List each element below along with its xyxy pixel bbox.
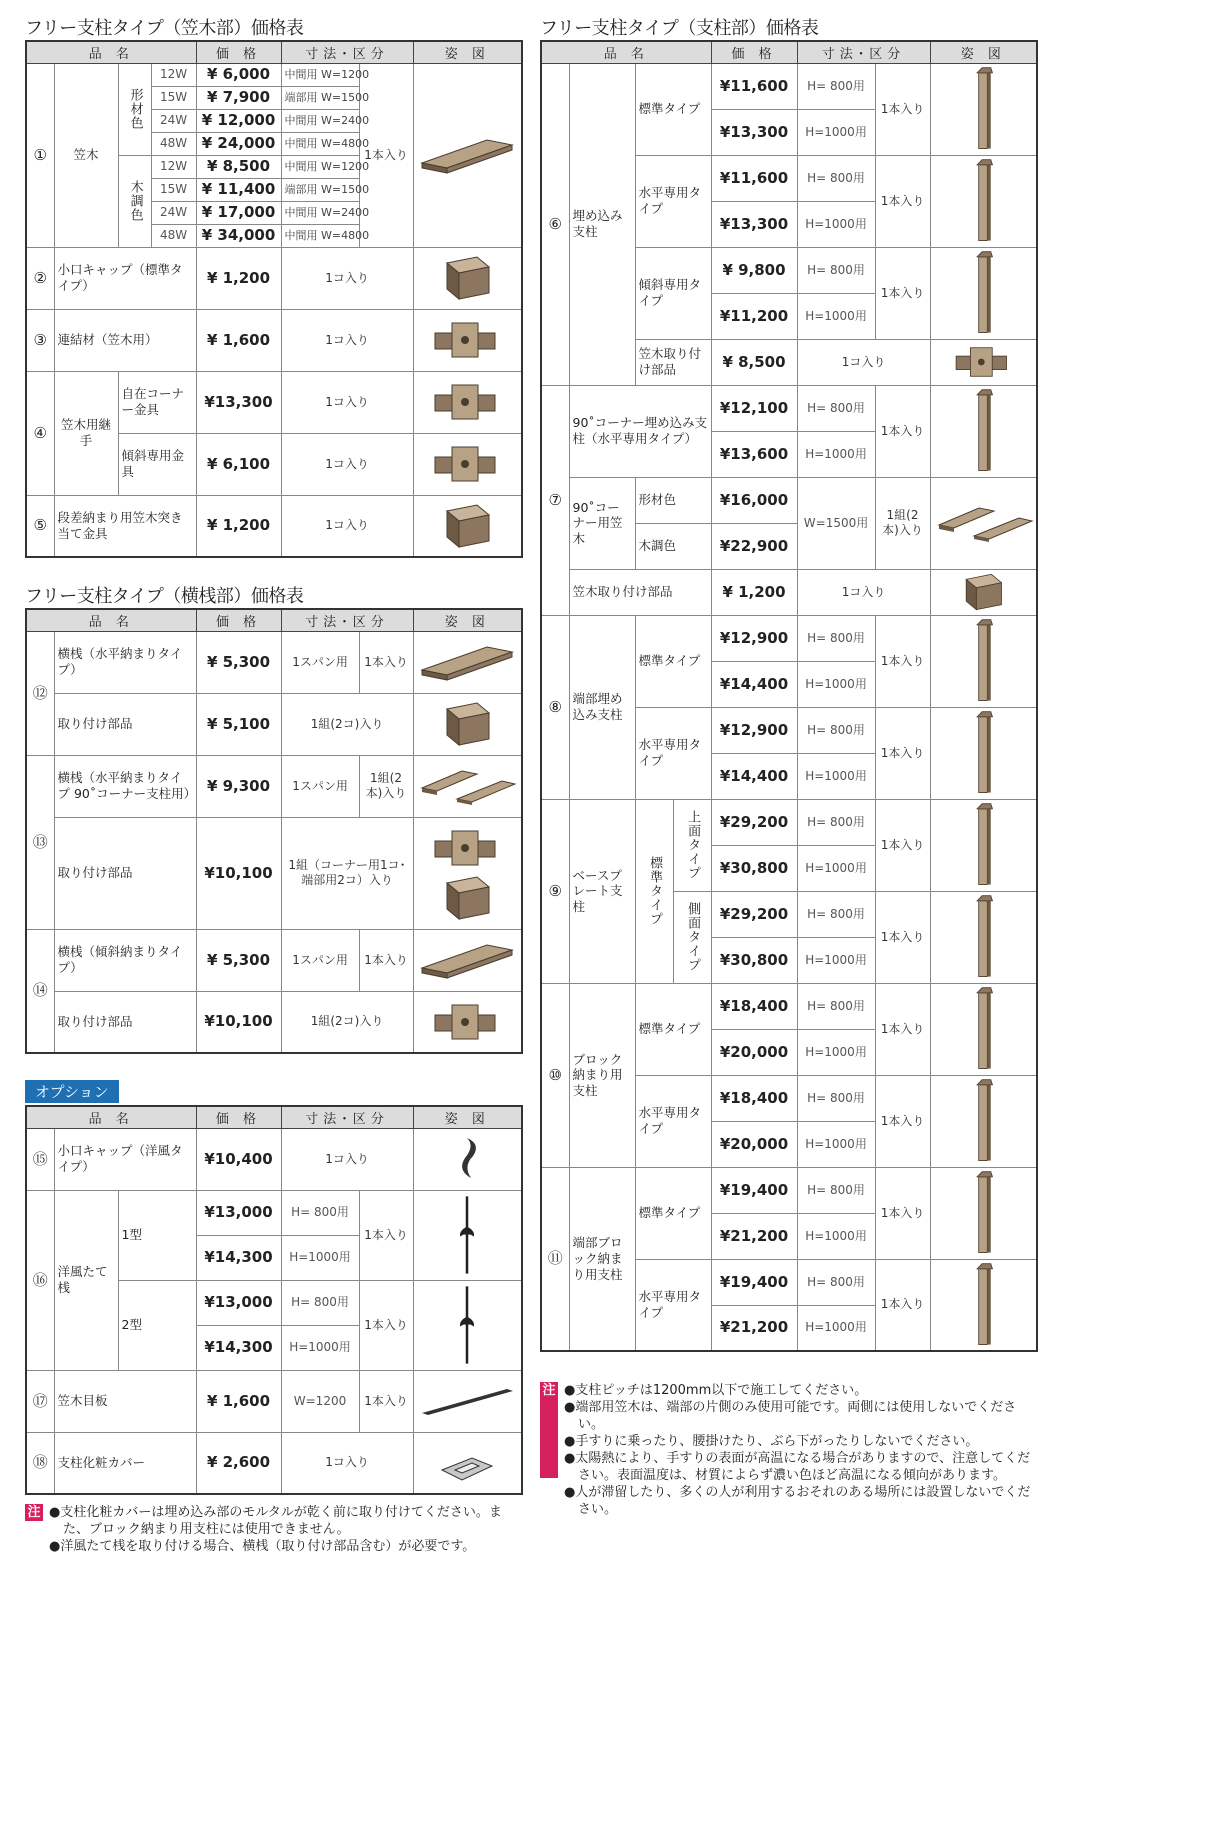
quantity: 1コ入り [281, 371, 413, 433]
corner-parts-figure [413, 817, 522, 929]
price: ¥13,600 [711, 431, 797, 477]
price: ¥ 5,300 [196, 929, 281, 991]
width-code: 24W [151, 201, 196, 224]
item-number: ① [26, 63, 54, 247]
header-fig: 姿 図 [413, 609, 522, 631]
incline-fitting-figure [413, 433, 522, 495]
quantity: 1本入り [359, 929, 413, 991]
item-name: 端部埋め込み支柱 [569, 615, 635, 799]
width-code: 15W [151, 178, 196, 201]
sub-type: 水平専用タイプ [635, 155, 711, 247]
item-number: ⑭ [26, 929, 54, 1053]
dimension: 1スパン用 [281, 755, 359, 817]
price: ¥ 1,200 [196, 247, 281, 309]
item-number: ⑬ [26, 755, 54, 929]
dimension: H= 800用 [797, 615, 875, 661]
yokosan-figure [413, 631, 522, 693]
connector-figure [413, 309, 522, 371]
price: ¥21,200 [711, 1305, 797, 1351]
dimension: 端部用 W=1500 [281, 86, 359, 109]
dimension: H= 800用 [797, 155, 875, 201]
quantity: 1組(2本)入り [359, 755, 413, 817]
sub-type: 傾斜専用タイプ [635, 247, 711, 339]
item-name: 端部ブロック納まり用支柱 [569, 1167, 635, 1351]
header-dim: 寸法･区分 [281, 609, 413, 631]
note-item: ● 手すりに乗ったり、腰掛けたり、ぶら下がったりしないでください。 [564, 1433, 1040, 1450]
price: ¥ 1,600 [196, 1370, 281, 1432]
table-shichu [540, 40, 1038, 1352]
quantity: 1コ入り [281, 1432, 413, 1494]
item-name: 笠木 [54, 63, 118, 247]
price: ¥11,200 [711, 293, 797, 339]
dimension: 中間用 W=2400 [281, 201, 359, 224]
corner-fitting-figure [413, 371, 522, 433]
price: ¥ 5,300 [196, 631, 281, 693]
dimension: H=1000用 [797, 1305, 875, 1351]
quantity: 1組(2コ)入り [281, 991, 413, 1053]
price: ¥13,300 [196, 371, 281, 433]
type-label: 1型 [118, 1190, 196, 1280]
note-item: ● 洋風たて桟を取り付ける場合、横桟（取り付け部品含む）が必要です。 [49, 1538, 525, 1555]
quantity: 1本入り [875, 1259, 930, 1351]
header-dim: 寸法･区分 [281, 1106, 413, 1128]
price: ¥30,800 [711, 937, 797, 983]
price: ¥ 34,000 [196, 224, 281, 247]
item-number: ⑰ [26, 1370, 54, 1432]
item-number: ⑩ [541, 983, 569, 1167]
color-group: 形材色 [118, 63, 151, 155]
quantity: 1本入り [875, 983, 930, 1075]
item-name: 横桟（水平納まりタイプ） [54, 631, 196, 693]
notes-left [25, 1504, 525, 1555]
price: ¥21,200 [711, 1213, 797, 1259]
end-post-figure [930, 707, 1037, 799]
post-figure [930, 155, 1037, 247]
quantity: 1本入り [875, 247, 930, 339]
item-name: ブロック納まり用支柱 [569, 983, 635, 1167]
incline-rail-figure [413, 929, 522, 991]
width-code: 12W [151, 155, 196, 178]
dimension: H= 800用 [797, 891, 875, 937]
color-label: 木調色 [635, 523, 711, 569]
sub-name: 傾斜専用金具 [118, 433, 196, 495]
quantity: 1コ入り [281, 309, 413, 371]
price: ¥29,200 [711, 799, 797, 845]
width-code: 48W [151, 224, 196, 247]
dimension: H= 800用 [797, 1075, 875, 1121]
corner-rail-figure [413, 755, 522, 817]
quantity: 1コ入り [797, 569, 930, 615]
table-yokosan [25, 608, 523, 1054]
dimension: H= 800用 [797, 707, 875, 753]
item-number: ⑯ [26, 1190, 54, 1370]
sub-name: 取り付け部品 [54, 817, 196, 929]
dimension: 1スパン用 [281, 631, 359, 693]
cap-figure [413, 247, 522, 309]
note-item: ● 端部用笠木は、端部の片側のみ使用可能です。両側には使用しないでください。 [564, 1399, 1040, 1433]
sub-type: 標準タイプ [635, 1167, 711, 1259]
price: ¥30,800 [711, 845, 797, 891]
header-price: 価 格 [196, 609, 281, 631]
item-number: ② [26, 247, 54, 309]
dimension: H= 800用 [797, 247, 875, 293]
dimension: H= 800用 [797, 799, 875, 845]
dimension: 中間用 W=2400 [281, 109, 359, 132]
price: ¥16,000 [711, 477, 797, 523]
quantity: 1本入り [875, 707, 930, 799]
note-item: ● 支柱化粧カバーは埋め込み部のモルタルが乾く前に取り付けてください。また、ブロック納まり用支柱には使用できません。 [49, 1504, 525, 1538]
quantity: 1本入り [359, 1370, 413, 1432]
note-item: ● 太陽熱により、手すりの表面が高温になる場合がありますので、注意してください。表面温度は、材質によらず濃い色ほど高温になる傾向があります。 [564, 1450, 1040, 1484]
price: ¥ 8,500 [196, 155, 281, 178]
dimension: W=1500用 [797, 477, 875, 569]
quantity: 1本入り [875, 1075, 930, 1167]
sub-name: 笠木取り付け部品 [569, 569, 711, 615]
dimension: 中間用 W=1200 [281, 155, 359, 178]
quantity: 1本入り [875, 891, 930, 983]
price: ¥19,400 [711, 1259, 797, 1305]
notes-tag: 注 [25, 1504, 43, 1521]
cover-figure [413, 1432, 522, 1494]
quantity: 1本入り [359, 1190, 413, 1280]
price: ¥22,900 [711, 523, 797, 569]
price: ¥13,000 [196, 1280, 281, 1325]
corner-rail-figure [930, 477, 1037, 569]
dimension: H=1000用 [797, 937, 875, 983]
dimension: H=1000用 [797, 109, 875, 155]
item-number: ⑦ [541, 385, 569, 615]
dimension: H= 800用 [281, 1280, 359, 1325]
end-block-post-figure [930, 1167, 1037, 1259]
quantity: 1本入り [875, 155, 930, 247]
dimension: H=1000用 [797, 293, 875, 339]
quantity: 1コ入り [281, 433, 413, 495]
end-post-figure [930, 615, 1037, 707]
item-name: 段差納まり用笠木突き当て金具 [54, 495, 196, 557]
price: ¥ 6,100 [196, 433, 281, 495]
header-name: 品 名 [26, 1106, 196, 1128]
price: ¥ 6,000 [196, 63, 281, 86]
item-name: ベースプレート支柱 [569, 799, 635, 983]
header-name: 品 名 [26, 41, 196, 63]
price: ¥13,300 [711, 109, 797, 155]
width-code: 15W [151, 86, 196, 109]
end-block-post-figure [930, 1259, 1037, 1351]
quantity: 1コ入り [797, 339, 930, 385]
price: ¥13,300 [711, 201, 797, 247]
incline-parts-figure [413, 991, 522, 1053]
item-name: 小口キャップ（洋風タイプ） [54, 1128, 196, 1190]
sub-type: 標準タイプ [635, 63, 711, 155]
dimension: H= 800用 [797, 1259, 875, 1305]
quantity: 1組(2本)入り [875, 477, 930, 569]
scroll-cap-figure [413, 1128, 522, 1190]
item-number: ③ [26, 309, 54, 371]
price: ¥14,300 [196, 1235, 281, 1280]
item-name: 支柱化粧カバー [54, 1432, 196, 1494]
item-name: 横桟（水平納まりタイプ 90˚コーナー支柱用） [54, 755, 196, 817]
sub-type: 水平専用タイプ [635, 707, 711, 799]
dimension: H=1000用 [281, 1325, 359, 1370]
dimension: H= 800用 [281, 1190, 359, 1235]
dimension: H=1000用 [797, 661, 875, 707]
top-type-label: 上面タイプ [673, 799, 711, 891]
price: ¥12,900 [711, 707, 797, 753]
dimension: 中間用 W=4800 [281, 132, 359, 155]
dimension: H=1000用 [281, 1235, 359, 1280]
quantity: 1本入り [875, 799, 930, 891]
notes-tag: 注 [540, 1382, 558, 1478]
header-dim: 寸法･区分 [281, 41, 413, 63]
header-name: 品 名 [26, 609, 196, 631]
quantity: 1本入り [359, 1280, 413, 1370]
quantity: 1コ入り [281, 495, 413, 557]
sub-name: 自在コーナー金具 [118, 371, 196, 433]
price: ¥19,400 [711, 1167, 797, 1213]
color-group: 木調色 [118, 155, 151, 247]
parts-figure [413, 693, 522, 755]
dimension: 中間用 W=1200 [281, 63, 359, 86]
dimension: H= 800用 [797, 983, 875, 1029]
item-name: 横桟（傾斜納まりタイプ） [54, 929, 196, 991]
std-type-label: 標準タイプ [635, 799, 673, 983]
sub-name: 取り付け部品 [54, 991, 196, 1053]
sub-type: 笠木取り付け部品 [635, 339, 711, 385]
item-number: ④ [26, 371, 54, 495]
quantity: 1本入り [875, 385, 930, 477]
side-post-figure [930, 891, 1037, 983]
header-dim: 寸法･区分 [797, 41, 930, 63]
quantity: 1本入り [875, 1167, 930, 1259]
post-figure [930, 63, 1037, 155]
quantity: 1本入り [359, 631, 413, 693]
table-option [25, 1105, 523, 1495]
item-number: ⑧ [541, 615, 569, 799]
sub-type: 標準タイプ [635, 983, 711, 1075]
dimension: 1スパン用 [281, 929, 359, 991]
quantity: 1コ入り [281, 247, 413, 309]
price: ¥ 11,400 [196, 178, 281, 201]
note-item: ● 支柱ピッチは1200mm以下で施工してください。 [564, 1382, 1040, 1399]
price: ¥11,600 [711, 155, 797, 201]
header-price: 価 格 [711, 41, 797, 63]
item-number: ⑱ [26, 1432, 54, 1494]
color-label: 形材色 [635, 477, 711, 523]
price: ¥12,900 [711, 615, 797, 661]
price: ¥ 2,600 [196, 1432, 281, 1494]
dimension: H=1000用 [797, 431, 875, 477]
width-code: 24W [151, 109, 196, 132]
price: ¥ 5,100 [196, 693, 281, 755]
header-fig: 姿 図 [413, 41, 522, 63]
header-fig: 姿 図 [930, 41, 1037, 63]
price: ¥14,400 [711, 661, 797, 707]
item-name: 笠木用継手 [54, 371, 118, 495]
price: ¥ 12,000 [196, 109, 281, 132]
price: ¥ 1,200 [196, 495, 281, 557]
quantity: 1コ入り [281, 1128, 413, 1190]
sub-type: 水平専用タイプ [635, 1259, 711, 1351]
price: ¥20,000 [711, 1121, 797, 1167]
dimension: 中間用 W=4800 [281, 224, 359, 247]
dimension: 端部用 W=1500 [281, 178, 359, 201]
quantity: 1組(2コ)入り [281, 693, 413, 755]
price: ¥ 8,500 [711, 339, 797, 385]
width-code: 12W [151, 63, 196, 86]
header-price: 価 格 [196, 1106, 281, 1128]
price: ¥18,400 [711, 1075, 797, 1121]
price: ¥29,200 [711, 891, 797, 937]
item-name: 笠木目板 [54, 1370, 196, 1432]
option-badge: オプション [25, 1080, 119, 1103]
price: ¥10,400 [196, 1128, 281, 1190]
section-title-kasagi: フリー支柱タイプ（笠木部）価格表 [25, 18, 304, 39]
header-fig: 姿 図 [413, 1106, 522, 1128]
price: ¥14,300 [196, 1325, 281, 1370]
quantity: 1本入り [359, 63, 413, 247]
strip-figure [413, 1370, 522, 1432]
dimension: H=1000用 [797, 753, 875, 799]
header-name: 品 名 [541, 41, 711, 63]
dimension: H= 800用 [797, 385, 875, 431]
item-number: ⑥ [541, 63, 569, 385]
dimension: H=1000用 [797, 201, 875, 247]
item-number: ⑪ [541, 1167, 569, 1351]
stopper-figure [413, 495, 522, 557]
table-kasagi [25, 40, 523, 558]
price: ¥10,100 [196, 817, 281, 929]
price: ¥12,100 [711, 385, 797, 431]
item-number: ⑮ [26, 1128, 54, 1190]
item-number: ⑨ [541, 799, 569, 983]
type-label: 2型 [118, 1280, 196, 1370]
sub-type: 水平専用タイプ [635, 1075, 711, 1167]
block-post-figure [930, 983, 1037, 1075]
corner-post-figure [930, 385, 1037, 477]
price: ¥18,400 [711, 983, 797, 1029]
bracket-figure [930, 569, 1037, 615]
price: ¥ 9,300 [196, 755, 281, 817]
quantity: 1本入り [875, 63, 930, 155]
price: ¥20,000 [711, 1029, 797, 1075]
kasagi-figure [413, 63, 522, 247]
price: ¥11,600 [711, 63, 797, 109]
sub-type: 標準タイプ [635, 615, 711, 707]
base-post-figure [930, 799, 1037, 891]
section-title-yokosan: フリー支柱タイプ（横桟部）価格表 [25, 586, 304, 607]
price: ¥ 9,800 [711, 247, 797, 293]
item-number: ⑫ [26, 631, 54, 755]
bracket-figure [930, 339, 1037, 385]
dimension: H=1000用 [797, 1213, 875, 1259]
dimension: H=1000用 [797, 1029, 875, 1075]
post-figure [930, 247, 1037, 339]
section-title-shichu: フリー支柱タイプ（支柱部）価格表 [540, 18, 819, 39]
iron-bar-1-figure [413, 1190, 522, 1280]
sub-name: 取り付け部品 [54, 693, 196, 755]
notes-right [540, 1382, 1040, 1518]
quantity: 1本入り [875, 615, 930, 707]
item-name: 小口キャップ（標準タイプ） [54, 247, 196, 309]
dimension: H=1000用 [797, 1121, 875, 1167]
width-code: 48W [151, 132, 196, 155]
price: ¥10,100 [196, 991, 281, 1053]
price: ¥ 17,000 [196, 201, 281, 224]
dimension: H= 800用 [797, 63, 875, 109]
sub-name: 90˚コーナー用笠木 [569, 477, 635, 569]
item-name: 90˚コーナー埋め込み支柱（水平専用タイプ） [569, 385, 711, 477]
price: ¥ 24,000 [196, 132, 281, 155]
price: ¥ 1,600 [196, 309, 281, 371]
price: ¥14,400 [711, 753, 797, 799]
item-name: 洋風たて桟 [54, 1190, 118, 1370]
side-type-label: 側面タイプ [673, 891, 711, 983]
dimension: H=1000用 [797, 845, 875, 891]
item-number: ⑤ [26, 495, 54, 557]
item-name: 埋め込み支柱 [569, 63, 635, 385]
iron-bar-2-figure [413, 1280, 522, 1370]
quantity: 1組（コーナー用1コ･端部用2コ）入り [281, 817, 413, 929]
header-price: 価 格 [196, 41, 281, 63]
item-name: 連結材（笠木用） [54, 309, 196, 371]
price: ¥ 1,200 [711, 569, 797, 615]
price: ¥ 7,900 [196, 86, 281, 109]
dimension: H= 800用 [797, 1167, 875, 1213]
dimension: W=1200 [281, 1370, 359, 1432]
price: ¥13,000 [196, 1190, 281, 1235]
note-item: ● 人が滞留したり、多くの人が利用するおそれのある場所には設置しないでください。 [564, 1484, 1040, 1518]
block-post-figure [930, 1075, 1037, 1167]
